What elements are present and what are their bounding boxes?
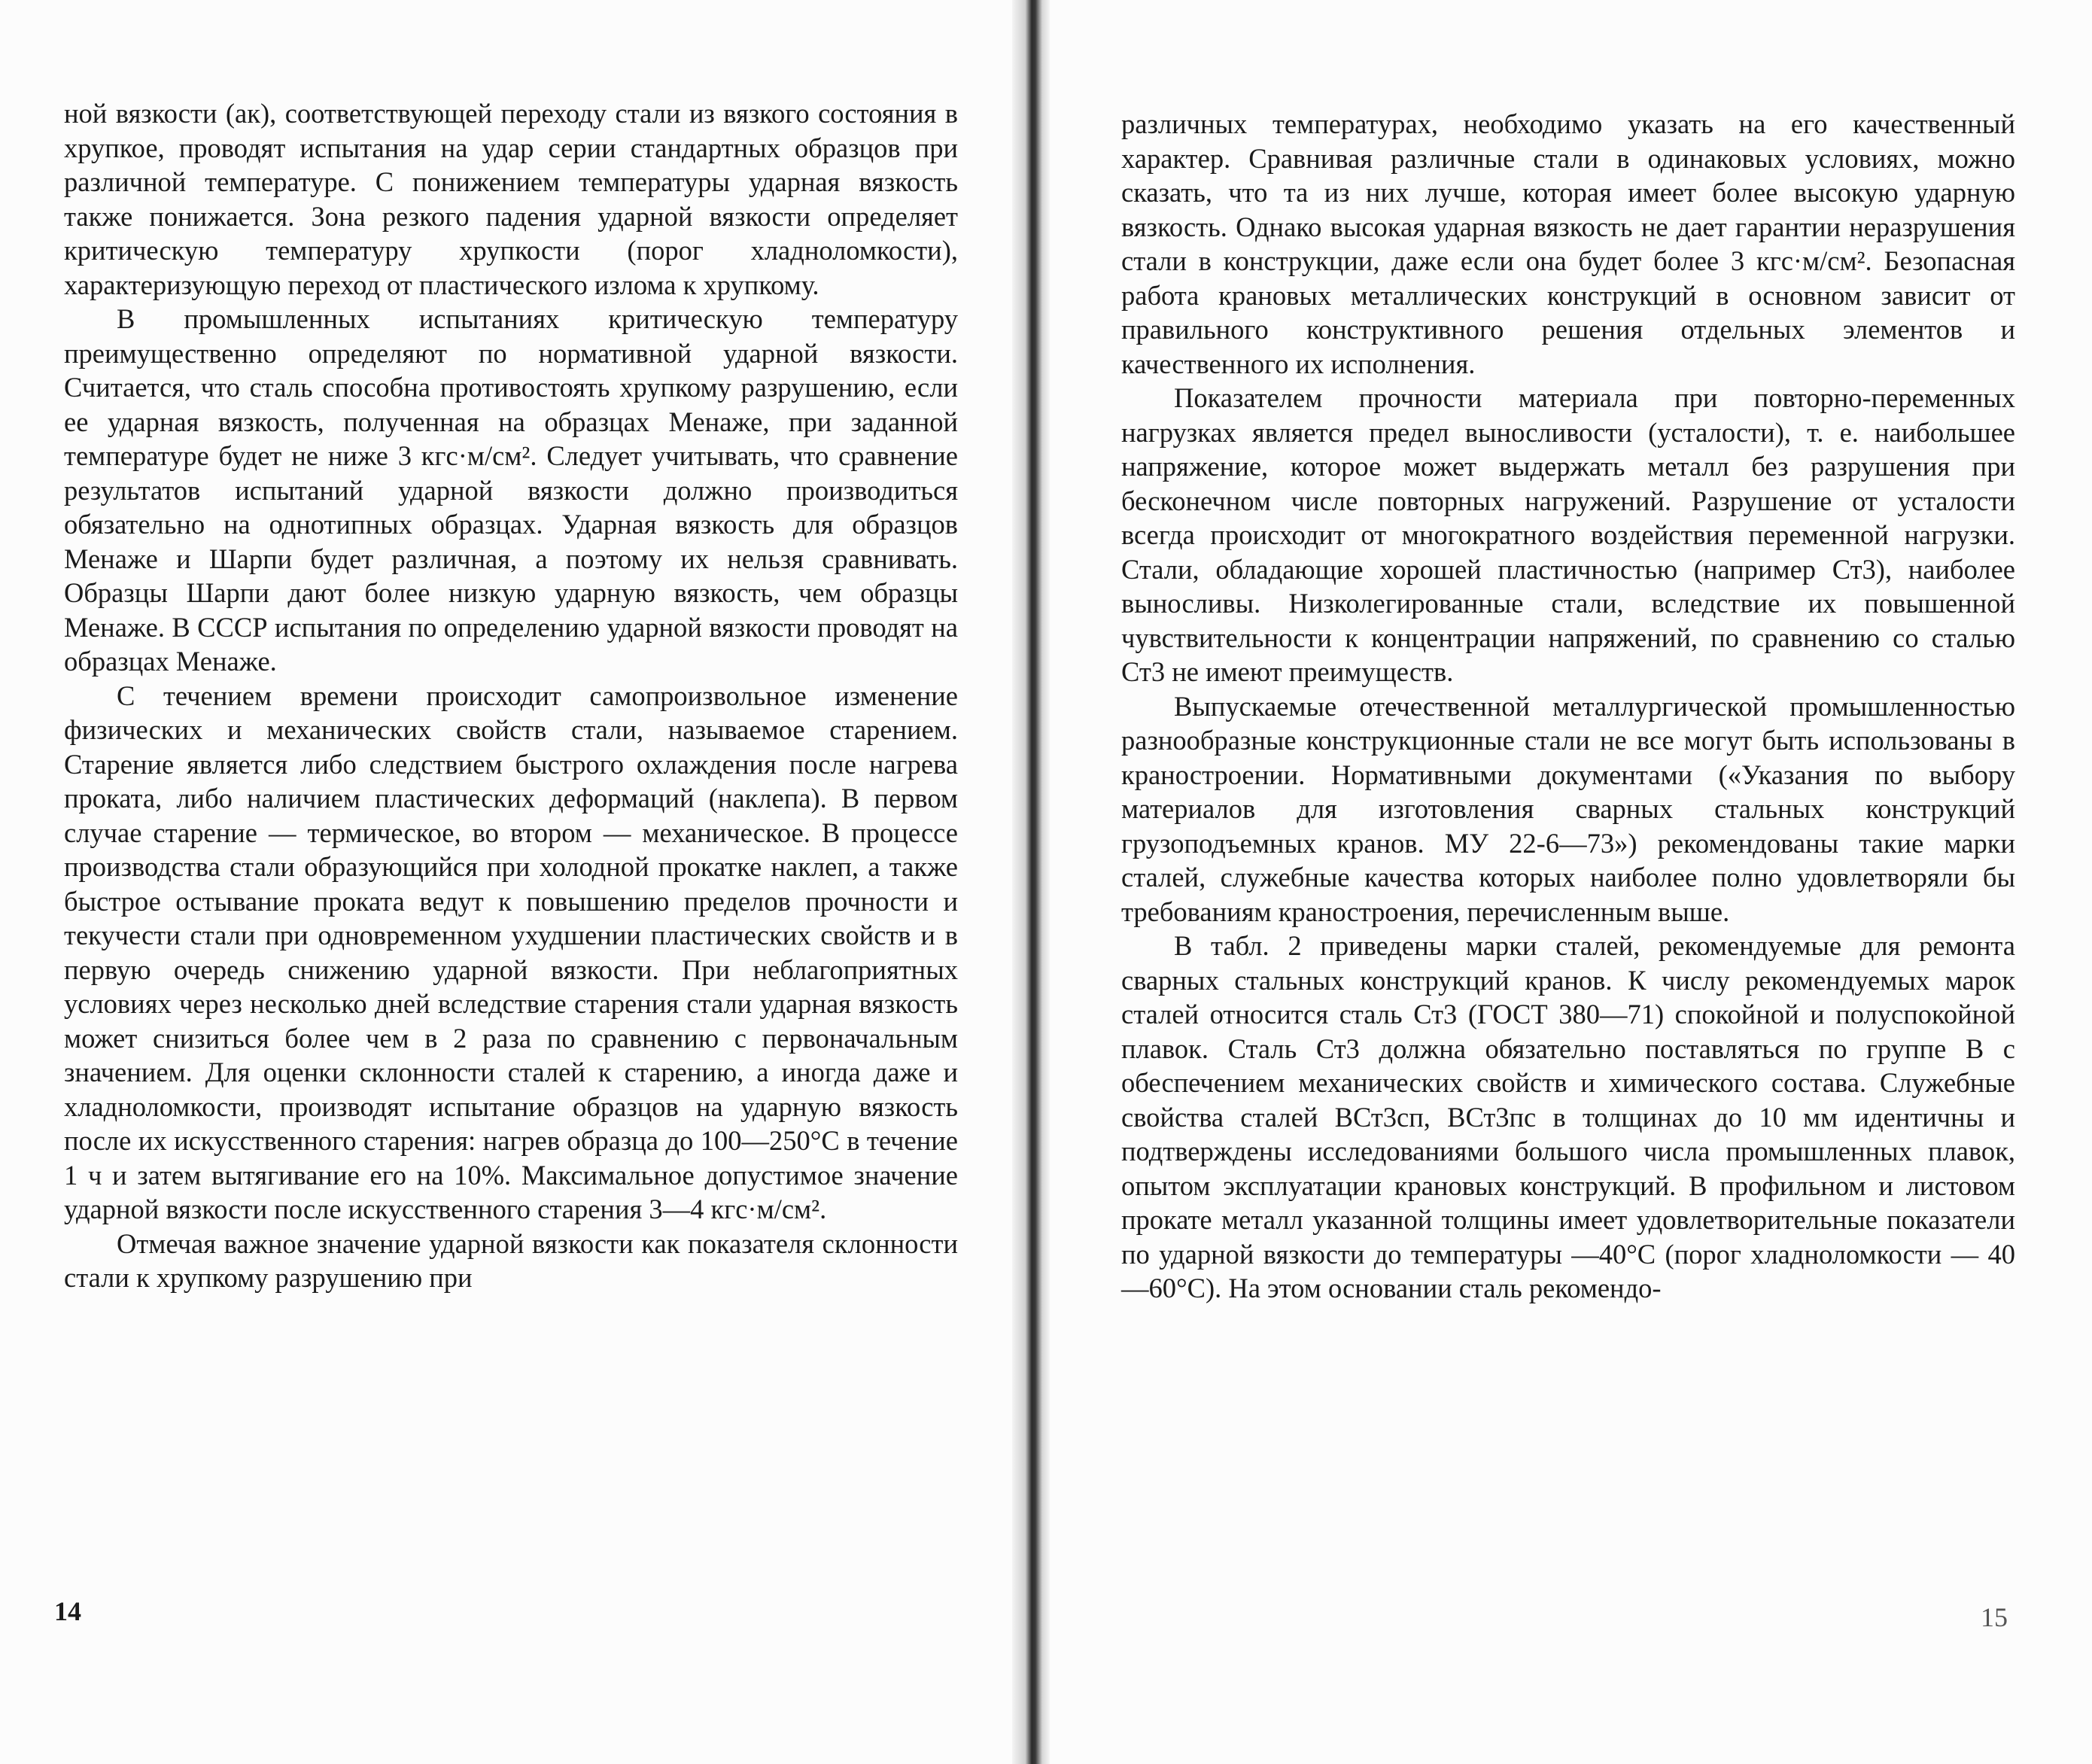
left-page-text: [64, 96, 958, 1295]
right-page-number: 15: [1981, 1602, 2008, 1632]
right-page-text: [1121, 107, 2015, 1306]
right-paragraph-2: Показателем прочности материала при повторно-переменных нагрузках является предел выносливости (усталости), т. е. наибольшее напряжение, которое может выдержать металл без разрушения при бесконечном числе повторных нагружений. Разрушение от усталости всегда происходит от многократного воздействия переменной нагрузки. Стали, обладающие хорошей пластичностью (например Ст3), наиболее выносливы. Низколегированные стали, вследствие их повышенной чувствительности к концентрации напряжений, по сравнению со сталью Ст3 не имеют преимуществ.: [1121, 382, 2015, 687]
left-paragraph-1: ной вязкости (aк), соответствующей переходу стали из вязкого состояния в хрупкое, проводят испытания на удар серии стандартных образцов при различной температуре. С понижением температуры ударная вязкость также понижается. Зона резкого падения ударной вязкости определяет критическую температуру хрупкости (порог хладноломкости), характеризующую переход от пластического излома к хрупкому.: [64, 98, 958, 300]
right-paragraph-1: различных температурах, необходимо указать на его качественный характер. Сравнивая различные стали в одинаковых условиях, можно сказать, что та из них лучше, которая имеет более высокую ударную вязкость. Однако высокая ударная вязкость не дает гарантии неразрушения стали в конструкции, даже если она будет более 3 кгс·м/см². Безопасная работа крановых металлических конструкций в основном зависит от правильного конструктивного решения отдельных элементов и качественного их исполнения.: [1121, 108, 2015, 379]
left-paragraph-2: В промышленных испытаниях критическую температуру преимущественно определяют по нормативной ударной вязкости. Считается, что сталь способна противостоять хрупкому разрушению, если ее ударная вязкость, полученная на образцах Менаже, при заданной температуре будет не ниже 3 кгс·м/см². Следует учитывать, что сравнение результатов испытаний ударной вязкости должно производиться обязательно на однотипных образцах. Ударная вязкость для образцов Менаже и Шарпи будет различная, а поэтому их нельзя сравнивать. Образцы Шарпи дают более низкую ударную вязкость, чем образцы Менаже. В СССР испытания по определению ударной вязкости проводят на образцах Менаже.: [64, 303, 958, 677]
book-gutter: [1012, 0, 1050, 1764]
right-paragraph-4: В табл. 2 приведены марки сталей, рекомендуемые для ремонта сварных стальных конструкций кранов. К числу рекомендуемых марок сталей относится сталь Ст3 (ГОСТ 380—71) спокойной и полуспокойной плавок. Сталь Ст3 должна обязательно поставляться по группе В с обеспечением механических свойств и химического состава. Служебные свойства сталей ВСт3сп, ВСт3пс в толщинах до 10 мм идентичны и подтверждены исследованиями большого числа промышленных плавок, опытом эксплуатации крановых конструкций. В профильном и листовом прокате металл указанной толщины имеет удовлетворительные показатели по ударной вязкости до температуры —40°С (порог хладноломкости — 40—60°С). На этом основании сталь рекомендо-: [1121, 930, 2015, 1303]
left-paragraph-4: Отмечая важное значение ударной вязкости как показателя склонности стали к хрупкому разрушению при: [64, 1227, 958, 1293]
left-paragraph-3: С течением времени происходит самопроизвольное изменение физических и механических свойств стали, называемое старением. Старение является либо следствием быстрого охлаждения после нагрева проката, либо наличием пластических деформаций (наклепа). В первом случае старение — термическое, во втором — механическое. В процессе производства стали образующийся при холодной прокатке наклеп, а также быстрое остывание проката ведут к повышению пределов прочности и текучести стали при одновременном ухудшении пластических свойств и в первую очередь снижению ударной вязкости. При неблагоприятных условиях через несколько дней вследствие старения стали ударная вязкость может снизиться более чем в 2 раза по сравнению с первоначальным значением. Для оценки склонности сталей к старению, а иногда даже и хладноломкости, производят испытание образцов на ударную вязкость после их искусственного старения: нагрев образца до 100—250°С в течение 1 ч и затем вытягивание его на 10%. Максимальное допустимое значение ударной вязкости после искусственного старения 3—4 кгс·м/см².: [64, 680, 958, 1224]
left-page: [0, 0, 1012, 1764]
left-page-number: 14: [54, 1596, 81, 1626]
right-paragraph-3: Выпускаемые отечественной металлургической промышленностью разнообразные конструкционные стали не все могут быть использованы в краностроении. Нормативными документами («Указания по выбору материалов для изготовления сварных стальных конструкций грузоподъемных кранов. МУ 22-6—73») рекомендованы такие марки сталей, служебные качества которых наиболее полно удовлетворяли бы требованиям краностроения, перечисленным выше.: [1121, 690, 2015, 927]
